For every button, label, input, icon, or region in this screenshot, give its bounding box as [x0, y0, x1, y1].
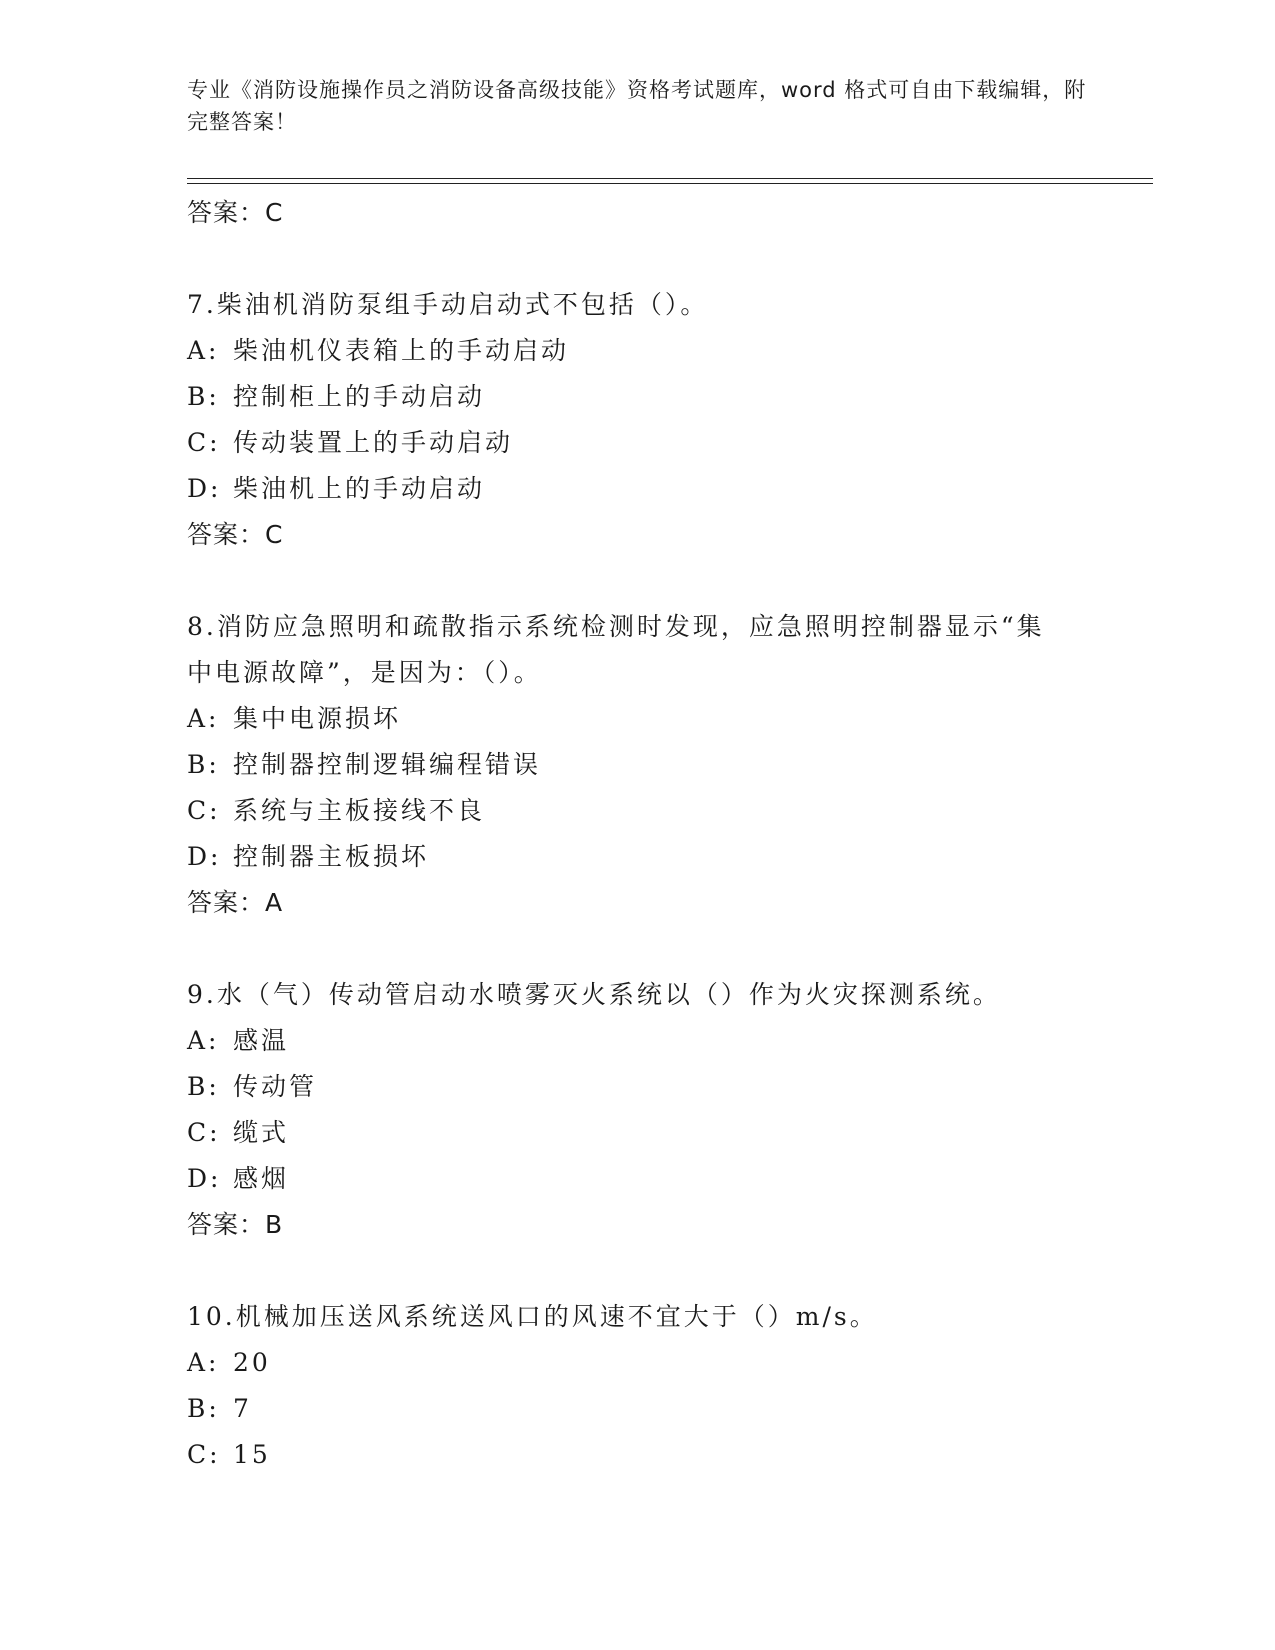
answer-line: [187, 190, 1147, 236]
option-c: [187, 420, 1147, 466]
answer-line: [187, 1202, 1147, 1248]
option-a: [187, 328, 1147, 374]
question-text: 8.消防应急照明和疏散指示系统检测时发现，应急照明控制器显示“集中电源故障”，是因为：（）。: [187, 612, 1045, 687]
option-b: [187, 1064, 1147, 1110]
question-item: [187, 1294, 1147, 1478]
answer-label: 答案：: [187, 888, 266, 917]
option-letter: B:: [187, 750, 220, 779]
answer-line: [187, 512, 1147, 558]
option-letter: A:: [187, 704, 220, 733]
option-letter: A:: [187, 1348, 220, 1377]
option-text: 缆式: [233, 1118, 290, 1147]
option-letter: D:: [187, 1164, 222, 1193]
option-letter: B:: [187, 382, 220, 411]
option-letter: D:: [187, 842, 222, 871]
option-letter: A:: [187, 1026, 220, 1055]
option-letter: C:: [187, 428, 221, 457]
option-text: 15: [233, 1440, 271, 1469]
option-b: [187, 742, 1147, 788]
answer-label: 答案：: [187, 198, 266, 227]
option-c: [187, 1432, 1147, 1478]
question-item: [187, 972, 1147, 1248]
answer-value: B: [265, 1210, 284, 1239]
option-text: 7: [233, 1394, 252, 1423]
question-text: 10.机械加压送风系统送风口的风速不宜大于（）m/s。: [187, 1302, 878, 1331]
option-letter: C:: [187, 796, 221, 825]
question-text: 7.柴油机消防泵组手动启动式不包括（）。: [187, 290, 709, 319]
option-text: 传动管: [233, 1072, 318, 1101]
option-d: [187, 466, 1147, 512]
header-divider-top: [187, 178, 1153, 179]
option-b: [187, 1386, 1147, 1432]
option-text: 柴油机上的手动启动: [233, 474, 486, 503]
option-a: [187, 696, 1147, 742]
option-text: 感温: [233, 1026, 290, 1055]
answer-label: 答案：: [187, 520, 266, 549]
option-letter: A:: [187, 336, 220, 365]
answer-value: C: [265, 520, 284, 549]
option-c: [187, 1110, 1147, 1156]
option-a: [187, 1340, 1147, 1386]
question-item: [187, 282, 1147, 558]
option-text: 系统与主板接线不良: [233, 796, 486, 825]
option-text: 20: [233, 1348, 271, 1377]
document-header: 专业《消防设施操作员之消防设备高级技能》资格考试题库，word 格式可自由下载编辑，附完整答案！: [187, 78, 1087, 134]
option-text: 控制器控制逻辑编程错误: [233, 750, 542, 779]
option-letter: C:: [187, 1118, 221, 1147]
option-text: 柴油机仪表箱上的手动启动: [233, 336, 570, 365]
option-a: [187, 1018, 1147, 1064]
option-text: 传动装置上的手动启动: [233, 428, 514, 457]
question-list: [187, 190, 1147, 1478]
header-divider-bottom: [187, 183, 1153, 184]
option-letter: B:: [187, 1394, 220, 1423]
option-letter: D:: [187, 474, 222, 503]
option-b: [187, 374, 1147, 420]
answer-line: [187, 880, 1147, 926]
option-text: 集中电源损坏: [233, 704, 402, 733]
option-d: [187, 834, 1147, 880]
answer-label: 答案：: [187, 1210, 266, 1239]
question-text: 9.水（气）传动管启动水喷雾灭火系统以（）作为火灾探测系统。: [187, 980, 1001, 1009]
option-text: 感烟: [233, 1164, 290, 1193]
option-letter: C:: [187, 1440, 221, 1469]
answer-value: A: [265, 888, 284, 917]
answer-value: C: [265, 198, 284, 227]
question-item: [187, 604, 1147, 926]
option-d: [187, 1156, 1147, 1202]
option-c: [187, 788, 1147, 834]
option-letter: B:: [187, 1072, 220, 1101]
option-text: 控制柜上的手动启动: [233, 382, 486, 411]
option-text: 控制器主板损坏: [233, 842, 430, 871]
